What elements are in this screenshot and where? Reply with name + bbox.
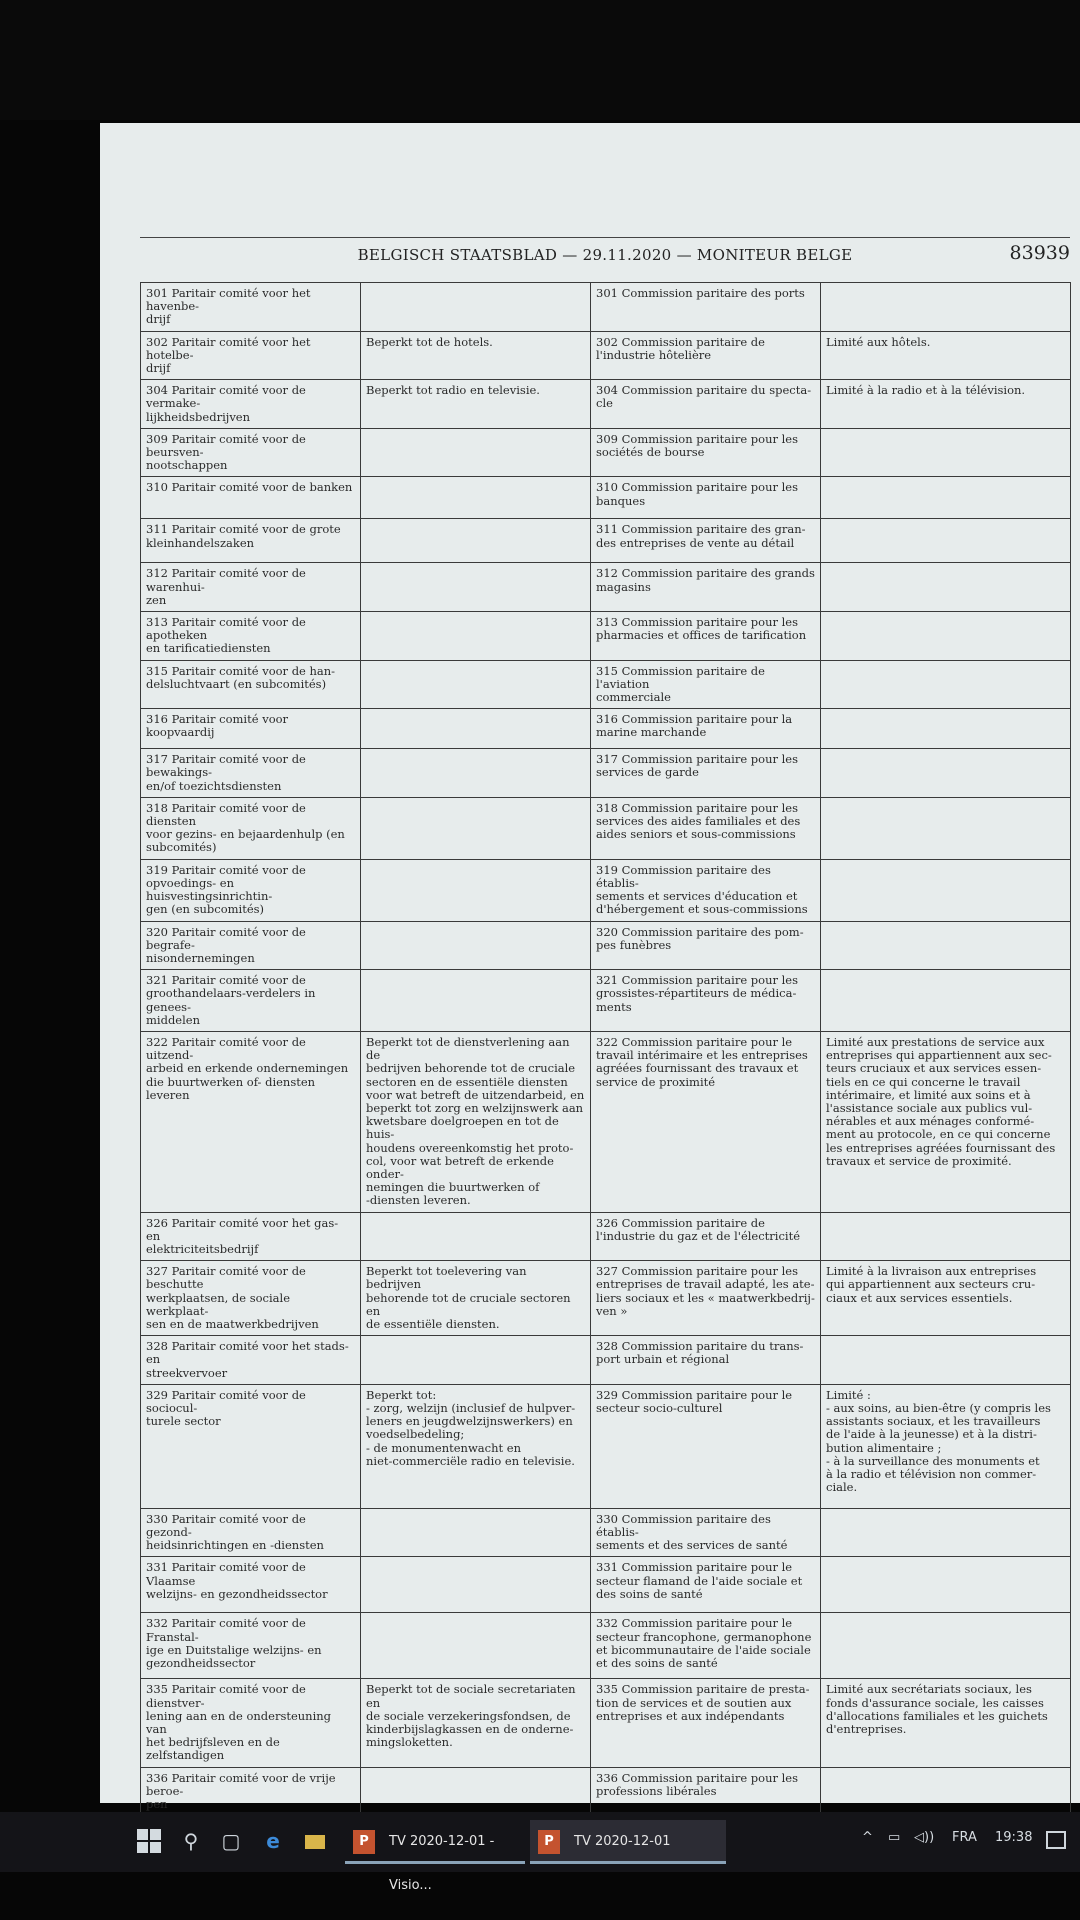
french-commission-cell: 315 Commission paritaire de l'aviation commerciale xyxy=(591,660,821,709)
table-row xyxy=(141,1031,1071,1212)
system-clock[interactable]: 19:38 xyxy=(995,1830,1033,1845)
french-restriction-cell xyxy=(821,660,1071,709)
dutch-committee-cell: 331 Paritair comité voor de Vlaamse welzijns- en gezondheidssector xyxy=(141,1557,361,1613)
french-restriction-cell xyxy=(821,428,1071,477)
powerpoint-icon: P xyxy=(538,1830,560,1854)
french-restriction-cell xyxy=(821,859,1071,921)
french-commission-cell: 316 Commission paritaire pour la marine marchande xyxy=(591,709,821,749)
dutch-restriction-cell xyxy=(361,477,591,519)
commission-table xyxy=(140,282,1071,1816)
dutch-committee-cell: 335 Paritair comité voor de dienstver- lening aan en de ondersteuning van het bedrijfsleven en de zelfstandigen xyxy=(141,1679,361,1767)
dutch-restriction-cell xyxy=(361,519,591,563)
dutch-committee-cell: 313 Paritair comité voor de apotheken en tarificatiediensten xyxy=(141,612,361,661)
dutch-restriction-cell xyxy=(361,1212,591,1261)
dutch-committee-cell: 302 Paritair comité voor het hotelbe- drijf xyxy=(141,331,361,380)
dutch-restriction-cell xyxy=(361,283,591,332)
commission-table-body xyxy=(141,283,1071,1816)
french-commission-cell: 319 Commission paritaire des établis- sements et services d'éducation et d'hébergement et sous-commissions xyxy=(591,859,821,921)
dutch-restriction-cell: Beperkt tot de hotels. xyxy=(361,331,591,380)
french-commission-cell: 321 Commission paritaire pour les grossistes-répartiteurs de médica- ments xyxy=(591,970,821,1032)
table-row xyxy=(141,1336,1071,1385)
dutch-restriction-cell xyxy=(361,1613,591,1679)
french-restriction-cell xyxy=(821,1508,1071,1557)
table-row xyxy=(141,477,1071,519)
table-row xyxy=(141,1679,1071,1767)
table-row xyxy=(141,283,1071,332)
dutch-committee-cell: 330 Paritair comité voor de gezond- heidsinrichtingen en -diensten xyxy=(141,1508,361,1557)
french-restriction-cell xyxy=(821,477,1071,519)
table-row xyxy=(141,1384,1071,1508)
french-commission-cell: 336 Commission paritaire pour les professions libérales xyxy=(591,1767,821,1816)
table-row xyxy=(141,1613,1071,1679)
dutch-restriction-cell: Beperkt tot toelevering van bedrijven behorende tot de cruciale sectoren en de essentiële diensten. xyxy=(361,1261,591,1336)
dutch-committee-cell: 321 Paritair comité voor de groothandelaars-verdelers in genees- middelen xyxy=(141,970,361,1032)
edge-browser-icon[interactable]: e xyxy=(266,1829,280,1853)
french-restriction-cell xyxy=(821,1336,1071,1385)
search-icon[interactable]: ⚲ xyxy=(183,1829,199,1853)
dutch-committee-cell: 301 Paritair comité voor het havenbe- drijf xyxy=(141,283,361,332)
table-row xyxy=(141,1261,1071,1336)
dutch-restriction-cell xyxy=(361,563,591,612)
french-commission-cell: 301 Commission paritaire des ports xyxy=(591,283,821,332)
dutch-committee-cell: 312 Paritair comité voor de warenhui- zen xyxy=(141,563,361,612)
document-page xyxy=(140,237,1070,1816)
show-hidden-icons-arrow-icon[interactable]: ^ xyxy=(862,1830,873,1845)
dutch-committee-cell: 320 Paritair comité voor de begrafe- nisondernemingen xyxy=(141,921,361,970)
french-restriction-cell xyxy=(821,970,1071,1032)
table-row xyxy=(141,709,1071,749)
french-restriction-cell xyxy=(821,1767,1071,1816)
french-commission-cell: 329 Commission paritaire pour le secteur socio-culturel xyxy=(591,1384,821,1508)
taskbar-app-label-2: TV 2020-12-01 xyxy=(574,1834,671,1849)
task-view-icon[interactable]: ▢ xyxy=(221,1829,241,1853)
french-commission-cell: 304 Commission paritaire du specta- cle xyxy=(591,380,821,429)
dutch-committee-cell: 310 Paritair comité voor de banken xyxy=(141,477,361,519)
table-row xyxy=(141,970,1071,1032)
dutch-restriction-cell xyxy=(361,1336,591,1385)
dutch-committee-cell: 309 Paritair comité voor de beursven- nootschappen xyxy=(141,428,361,477)
french-commission-cell: 330 Commission paritaire des établis- sements et des services de santé xyxy=(591,1508,821,1557)
document-title: BELGISCH STAATSBLAD — 29.11.2020 — MONITEUR BELGE xyxy=(357,246,853,264)
french-restriction-cell xyxy=(821,921,1071,970)
french-commission-cell: 310 Commission paritaire pour les banques xyxy=(591,477,821,519)
dutch-committee-cell: 329 Paritair comité voor de sociocul- turele sector xyxy=(141,1384,361,1508)
dutch-committee-cell: 319 Paritair comité voor de opvoedings- en huisvestingsinrichtin- gen (en subcomités) xyxy=(141,859,361,921)
french-restriction-cell: Limité à la radio et à la télévision. xyxy=(821,380,1071,429)
table-row xyxy=(141,921,1071,970)
french-restriction-cell xyxy=(821,797,1071,859)
french-commission-cell: 302 Commission paritaire de l'industrie hôtelière xyxy=(591,331,821,380)
french-restriction-cell xyxy=(821,1613,1071,1679)
french-commission-cell: 317 Commission paritaire pour les services de garde xyxy=(591,749,821,798)
french-restriction-cell xyxy=(821,612,1071,661)
french-commission-cell: 309 Commission paritaire pour les sociétés de bourse xyxy=(591,428,821,477)
taskbar-app-label-1: TV 2020-12-01 - Visio... xyxy=(389,1834,495,1893)
dutch-committee-cell: 328 Paritair comité voor het stads- en streekvervoer xyxy=(141,1336,361,1385)
dutch-committee-cell: 317 Paritair comité voor de bewakings- en/of toezichtsdiensten xyxy=(141,749,361,798)
taskbar-app-button-2[interactable] xyxy=(530,1820,726,1864)
table-row xyxy=(141,797,1071,859)
french-commission-cell: 335 Commission paritaire de presta- tion de services et de soutien aux entreprises et aux indépendants xyxy=(591,1679,821,1767)
dutch-restriction-cell xyxy=(361,859,591,921)
table-row xyxy=(141,519,1071,563)
french-commission-cell: 320 Commission paritaire des pom- pes funèbres xyxy=(591,921,821,970)
french-restriction-cell: Limité à la livraison aux entreprises qui appartiennent aux secteurs cru- ciaux et aux services essentiels. xyxy=(821,1261,1071,1336)
notification-center-icon[interactable] xyxy=(1046,1831,1066,1849)
french-commission-cell: 313 Commission paritaire pour les pharmacies et offices de tarification xyxy=(591,612,821,661)
french-commission-cell: 326 Commission paritaire de l'industrie du gaz et de l'électricité xyxy=(591,1212,821,1261)
table-row xyxy=(141,859,1071,921)
dutch-committee-cell: 318 Paritair comité voor de diensten voor gezins- en bejaardenhulp (en subcomités) xyxy=(141,797,361,859)
table-row xyxy=(141,1557,1071,1613)
dutch-restriction-cell xyxy=(361,970,591,1032)
french-restriction-cell xyxy=(821,709,1071,749)
dutch-committee-cell: 326 Paritair comité voor het gas- en elektriciteitsbedrijf xyxy=(141,1212,361,1261)
dutch-committee-cell: 304 Paritair comité voor de vermake- lijkheidsbedrijven xyxy=(141,380,361,429)
dutch-committee-cell: 322 Paritair comité voor de uitzend- arbeid en erkende ondernemingen die buurtwerken of- diensten leveren xyxy=(141,1031,361,1212)
dutch-committee-cell: 316 Paritair comité voor koopvaardij xyxy=(141,709,361,749)
windows-start-icon[interactable] xyxy=(136,1828,162,1854)
table-row xyxy=(141,749,1071,798)
dutch-restriction-cell xyxy=(361,428,591,477)
table-row xyxy=(141,428,1071,477)
dutch-restriction-cell xyxy=(361,660,591,709)
french-restriction-cell: Limité : - aux soins, au bien-être (y compris les assistants sociaux, et les travailleurs de l'aide à la jeunesse) et à la distri- bution alimentaire ; - à la surveillance des monuments et à la radio et télévision non commer- ciale. xyxy=(821,1384,1071,1508)
dutch-committee-cell: 311 Paritair comité voor de grote kleinhandelszaken xyxy=(141,519,361,563)
french-restriction-cell xyxy=(821,519,1071,563)
french-commission-cell: 327 Commission paritaire pour les entreprises de travail adapté, les ate- liers sociaux et les « maatwerkbedrij- ven » xyxy=(591,1261,821,1336)
french-commission-cell: 331 Commission paritaire pour le secteur flamand de l'aide sociale et des soins de santé xyxy=(591,1557,821,1613)
french-commission-cell: 312 Commission paritaire des grands magasins xyxy=(591,563,821,612)
dutch-restriction-cell xyxy=(361,1508,591,1557)
french-commission-cell: 328 Commission paritaire du trans- port urbain et régional xyxy=(591,1336,821,1385)
table-row xyxy=(141,380,1071,429)
dutch-restriction-cell xyxy=(361,709,591,749)
document-header xyxy=(140,238,1070,282)
french-restriction-cell xyxy=(821,563,1071,612)
dutch-restriction-cell xyxy=(361,1557,591,1613)
dutch-restriction-cell: Beperkt tot de sociale secretariaten en de sociale verzekeringsfondsen, de kinderbijslagkassen en de onderne- mingsloketten. xyxy=(361,1679,591,1767)
dutch-committee-cell: 336 Paritair comité voor de vrije beroe- pen xyxy=(141,1767,361,1816)
battery-icon[interactable]: ▭ xyxy=(888,1830,901,1845)
powerpoint-icon: P xyxy=(353,1830,375,1854)
file-explorer-icon[interactable] xyxy=(302,1828,328,1854)
taskbar xyxy=(0,1812,1080,1893)
dutch-restriction-cell xyxy=(361,797,591,859)
volume-icon[interactable]: ◁)) xyxy=(914,1830,935,1845)
page-number: 83939 xyxy=(1009,242,1070,264)
dutch-restriction-cell xyxy=(361,1767,591,1816)
table-row xyxy=(141,612,1071,661)
dutch-restriction-cell: Beperkt tot de dienstverlening aan de bedrijven behorende tot de cruciale sectoren en de essentiële diensten voor wat betreft de uitzendarbeid, en beperkt tot zorg en welzijnswerk aan kwetsbare doelgroepen en tot de huis- houdens overeenkomstig het proto- col, voor wat betreft de erkende onder- nemingen die buurtwerken of -diensten leveren. xyxy=(361,1031,591,1212)
french-restriction-cell xyxy=(821,283,1071,332)
french-commission-cell: 318 Commission paritaire pour les services des aides familiales et des aides seniors et sous-commissions xyxy=(591,797,821,859)
dutch-committee-cell: 332 Paritair comité voor de Franstal- ige en Duitstalige welzijns- en gezondheidssector xyxy=(141,1613,361,1679)
screen xyxy=(100,123,1080,1812)
table-row xyxy=(141,563,1071,612)
dutch-restriction-cell xyxy=(361,612,591,661)
dutch-restriction-cell: Beperkt tot radio en televisie. xyxy=(361,380,591,429)
french-commission-cell: 332 Commission paritaire pour le secteur francophone, germanophone et bicommunautaire de l'aide sociale et des soins de santé xyxy=(591,1613,821,1679)
monitor-bezel-top xyxy=(0,0,1080,120)
dutch-restriction-cell xyxy=(361,749,591,798)
table-row xyxy=(141,660,1071,709)
table-row xyxy=(141,1508,1071,1557)
dutch-committee-cell: 327 Paritair comité voor de beschutte werkplaatsen, de sociale werkplaat- sen en de maatwerkbedrijven xyxy=(141,1261,361,1336)
dutch-committee-cell: 315 Paritair comité voor de han- delsluchtvaart (en subcomités) xyxy=(141,660,361,709)
dutch-restriction-cell: Beperkt tot: - zorg, welzijn (inclusief de hulpver- leners en jeugdwelzijnswerkers) en voedselbedeling; - de monumentenwacht en niet-commerciële radio en televisie. xyxy=(361,1384,591,1508)
french-commission-cell: 322 Commission paritaire pour le travail intérimaire et les entreprises agréées fournissant des travaux et service de proximité xyxy=(591,1031,821,1212)
french-commission-cell: 311 Commission paritaire des gran- des entreprises de vente au détail xyxy=(591,519,821,563)
table-row xyxy=(141,1212,1071,1261)
french-restriction-cell xyxy=(821,1212,1071,1261)
taskbar-app-button-1[interactable] xyxy=(345,1820,525,1893)
dutch-restriction-cell xyxy=(361,921,591,970)
input-language-indicator[interactable]: FRA xyxy=(952,1830,977,1845)
french-restriction-cell: Limité aux secrétariats sociaux, les fonds d'assurance sociale, les caisses d'allocations familiales et les guichets d'entreprises. xyxy=(821,1679,1071,1767)
french-restriction-cell xyxy=(821,749,1071,798)
table-row xyxy=(141,1767,1071,1816)
table-row xyxy=(141,331,1071,380)
french-restriction-cell: Limité aux hôtels. xyxy=(821,331,1071,380)
french-restriction-cell xyxy=(821,1557,1071,1613)
french-restriction-cell: Limité aux prestations de service aux entreprises qui appartiennent aux sec- teurs cruciaux et aux services essen- tiels en ce qui concerne le travail intérimaire, et limité aux soins et à l'assistance sociale aux publics vul- nérables et aux ménages conformé- ment au protocole, en ce qui concerne les entreprises agréées fournissant des travaux et service de proximité. xyxy=(821,1031,1071,1212)
